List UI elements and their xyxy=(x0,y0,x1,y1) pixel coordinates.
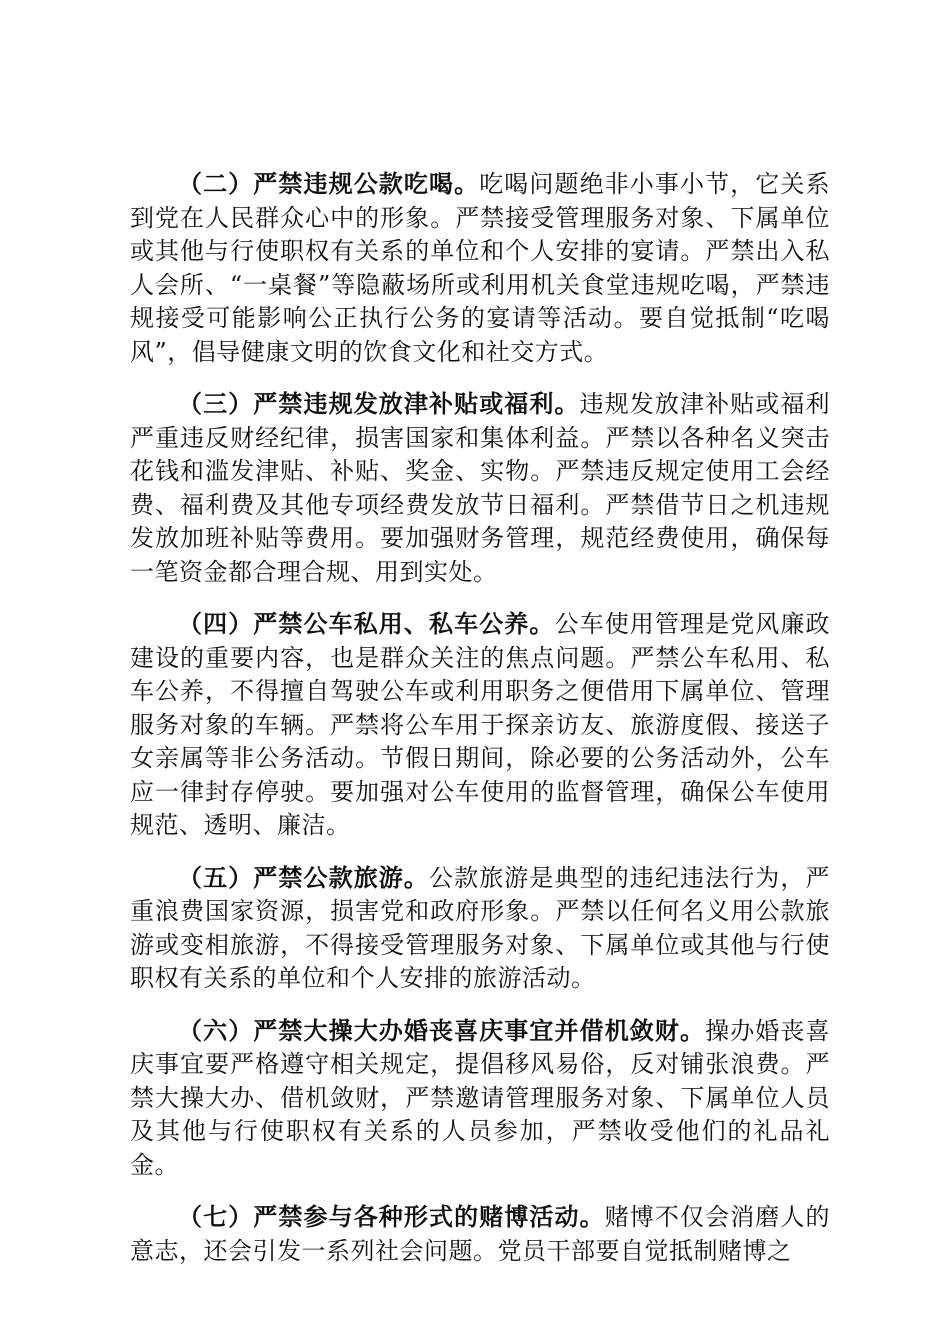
paragraph-heading: （六）严禁大操大办婚丧喜庆事宜并借机敛财。 xyxy=(178,1016,706,1045)
paragraph-text: 违规发放津补贴或福利严重违反财经纪律，损害国家和集体利益。严禁以各种名义突击花钱和滥发津贴、补贴、奖金、实物。严禁违反规定使用工会经费、福利费及其他专项经费发放节日福利。严禁借节日之机违规发放加班补贴等费用。要加强财务管理，规范经费使用，确保每一笔资金都合理合规、用到实处。 xyxy=(130,390,831,586)
paragraph-heading: （七）严禁参与各种形式的赌博活动。 xyxy=(178,1203,605,1231)
paragraph-text: 公车使用管理是党风廉政建设的重要内容，也是群众关注的焦点问题。严禁公车私用、私车公养，不得擅自驾驶公车或利用职务之便借用下属单位、管理服务对象的车辆。严禁将公车用于探亲访友、旅游度假、接送子女亲属等非公务活动。节假日期间，除必要的公务活动外，公车应一律封存停驶。要加强对公车使用的监督管理，确保公车使用规范、透明、廉洁。 xyxy=(130,610,830,839)
paragraph-heading: （四）严禁公车私用、私车公养。 xyxy=(178,610,555,638)
paragraph-6 xyxy=(130,1015,830,1183)
paragraph-heading: （二）严禁违规公款吃喝。 xyxy=(178,170,480,198)
paragraph-heading: （三）严禁违规发放津补贴或福利。 xyxy=(178,390,580,418)
paragraph-3 xyxy=(130,388,830,589)
paragraph-2 xyxy=(130,168,830,369)
paragraph-text: 操办婚丧喜庆事宜要严格遵守相关规定，提倡移风易俗，反对铺张浪费。严禁大操大办、借机敛财，严禁邀请管理服务对象、下属单位人员及其他与行使职权有关系的人员参加，严禁收受他们的礼品礼金。 xyxy=(130,1016,831,1179)
document-body xyxy=(130,168,830,1268)
paragraph-text: 赌博不仅会消磨人的意志，还会引发一系列社会问题。党员干部要自觉抵制赌博之 xyxy=(130,1203,831,1265)
paragraph-5 xyxy=(130,862,830,996)
paragraph-heading: （五）严禁公款旅游。 xyxy=(178,863,429,892)
paragraph-text: 吃喝问题绝非小事小节，它关系到党在人民群众心中的形象。严禁接受管理服务对象、下属单位或其他与行使职权有关系的单位和个人安排的宴请。严禁出入私人会所、“一桌餐”等隐蔽场所或利用机关食堂违规吃喝，严禁违规接受可能影响公正执行公务的宴请等活动。要自觉抵制“吃喝风”，倡导健康文明的饮食文化和社交方式。 xyxy=(130,170,831,366)
paragraph-text: 公款旅游是典型的违纪违法行为，严重浪费国家资源，损害党和政府形象。严禁以任何名义用公款旅游或变相旅游，不得接受管理服务对象、下属单位或其他与行使职权有关系的单位和个人安排的旅游活动。 xyxy=(130,863,830,992)
paragraph-4 xyxy=(130,608,830,843)
paragraph-7 xyxy=(130,1201,830,1268)
